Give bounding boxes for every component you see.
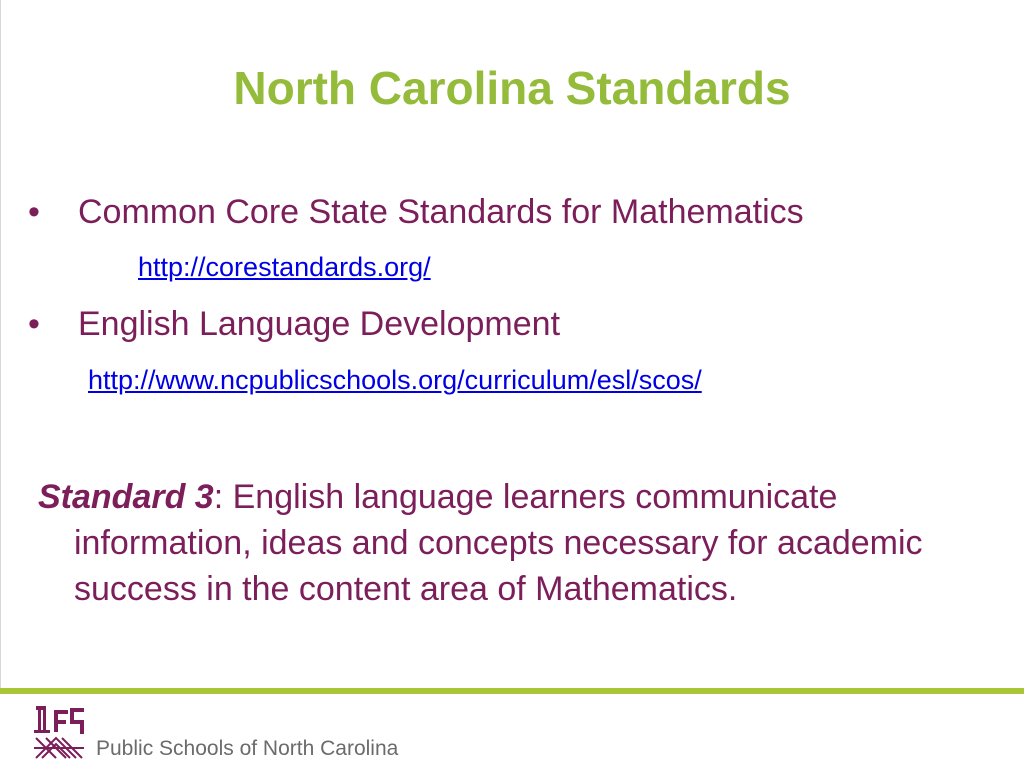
bullet-marker: • (28, 305, 40, 343)
bullet-text: Common Core State Standards for Mathematics (78, 193, 804, 231)
link-ncpublicschools-esl[interactable]: http://www.ncpublicschools.org/curriculum/esl/scos/ (88, 365, 702, 395)
standard-text: : English language learners communicate information, ideas and concepts necessary for academic success in the content area of Mathematics. (74, 478, 923, 608)
footer-organization-name: Public Schools of North Carolina (96, 737, 399, 760)
footer-accent-bar (0, 688, 1024, 694)
bullet-marker: • (28, 193, 40, 231)
standard-label: Standard 3 (38, 478, 214, 516)
bullet-item-common-core (28, 192, 804, 232)
link-corestandards[interactable]: http://corestandards.org/ (138, 252, 431, 282)
bullet-text: English Language Development (78, 305, 561, 343)
nc-public-schools-logo-icon (32, 704, 88, 760)
standard-statement (38, 474, 1024, 612)
slide-title: North Carolina Standards (233, 62, 791, 114)
bullet-item-english-language-development (28, 304, 560, 344)
